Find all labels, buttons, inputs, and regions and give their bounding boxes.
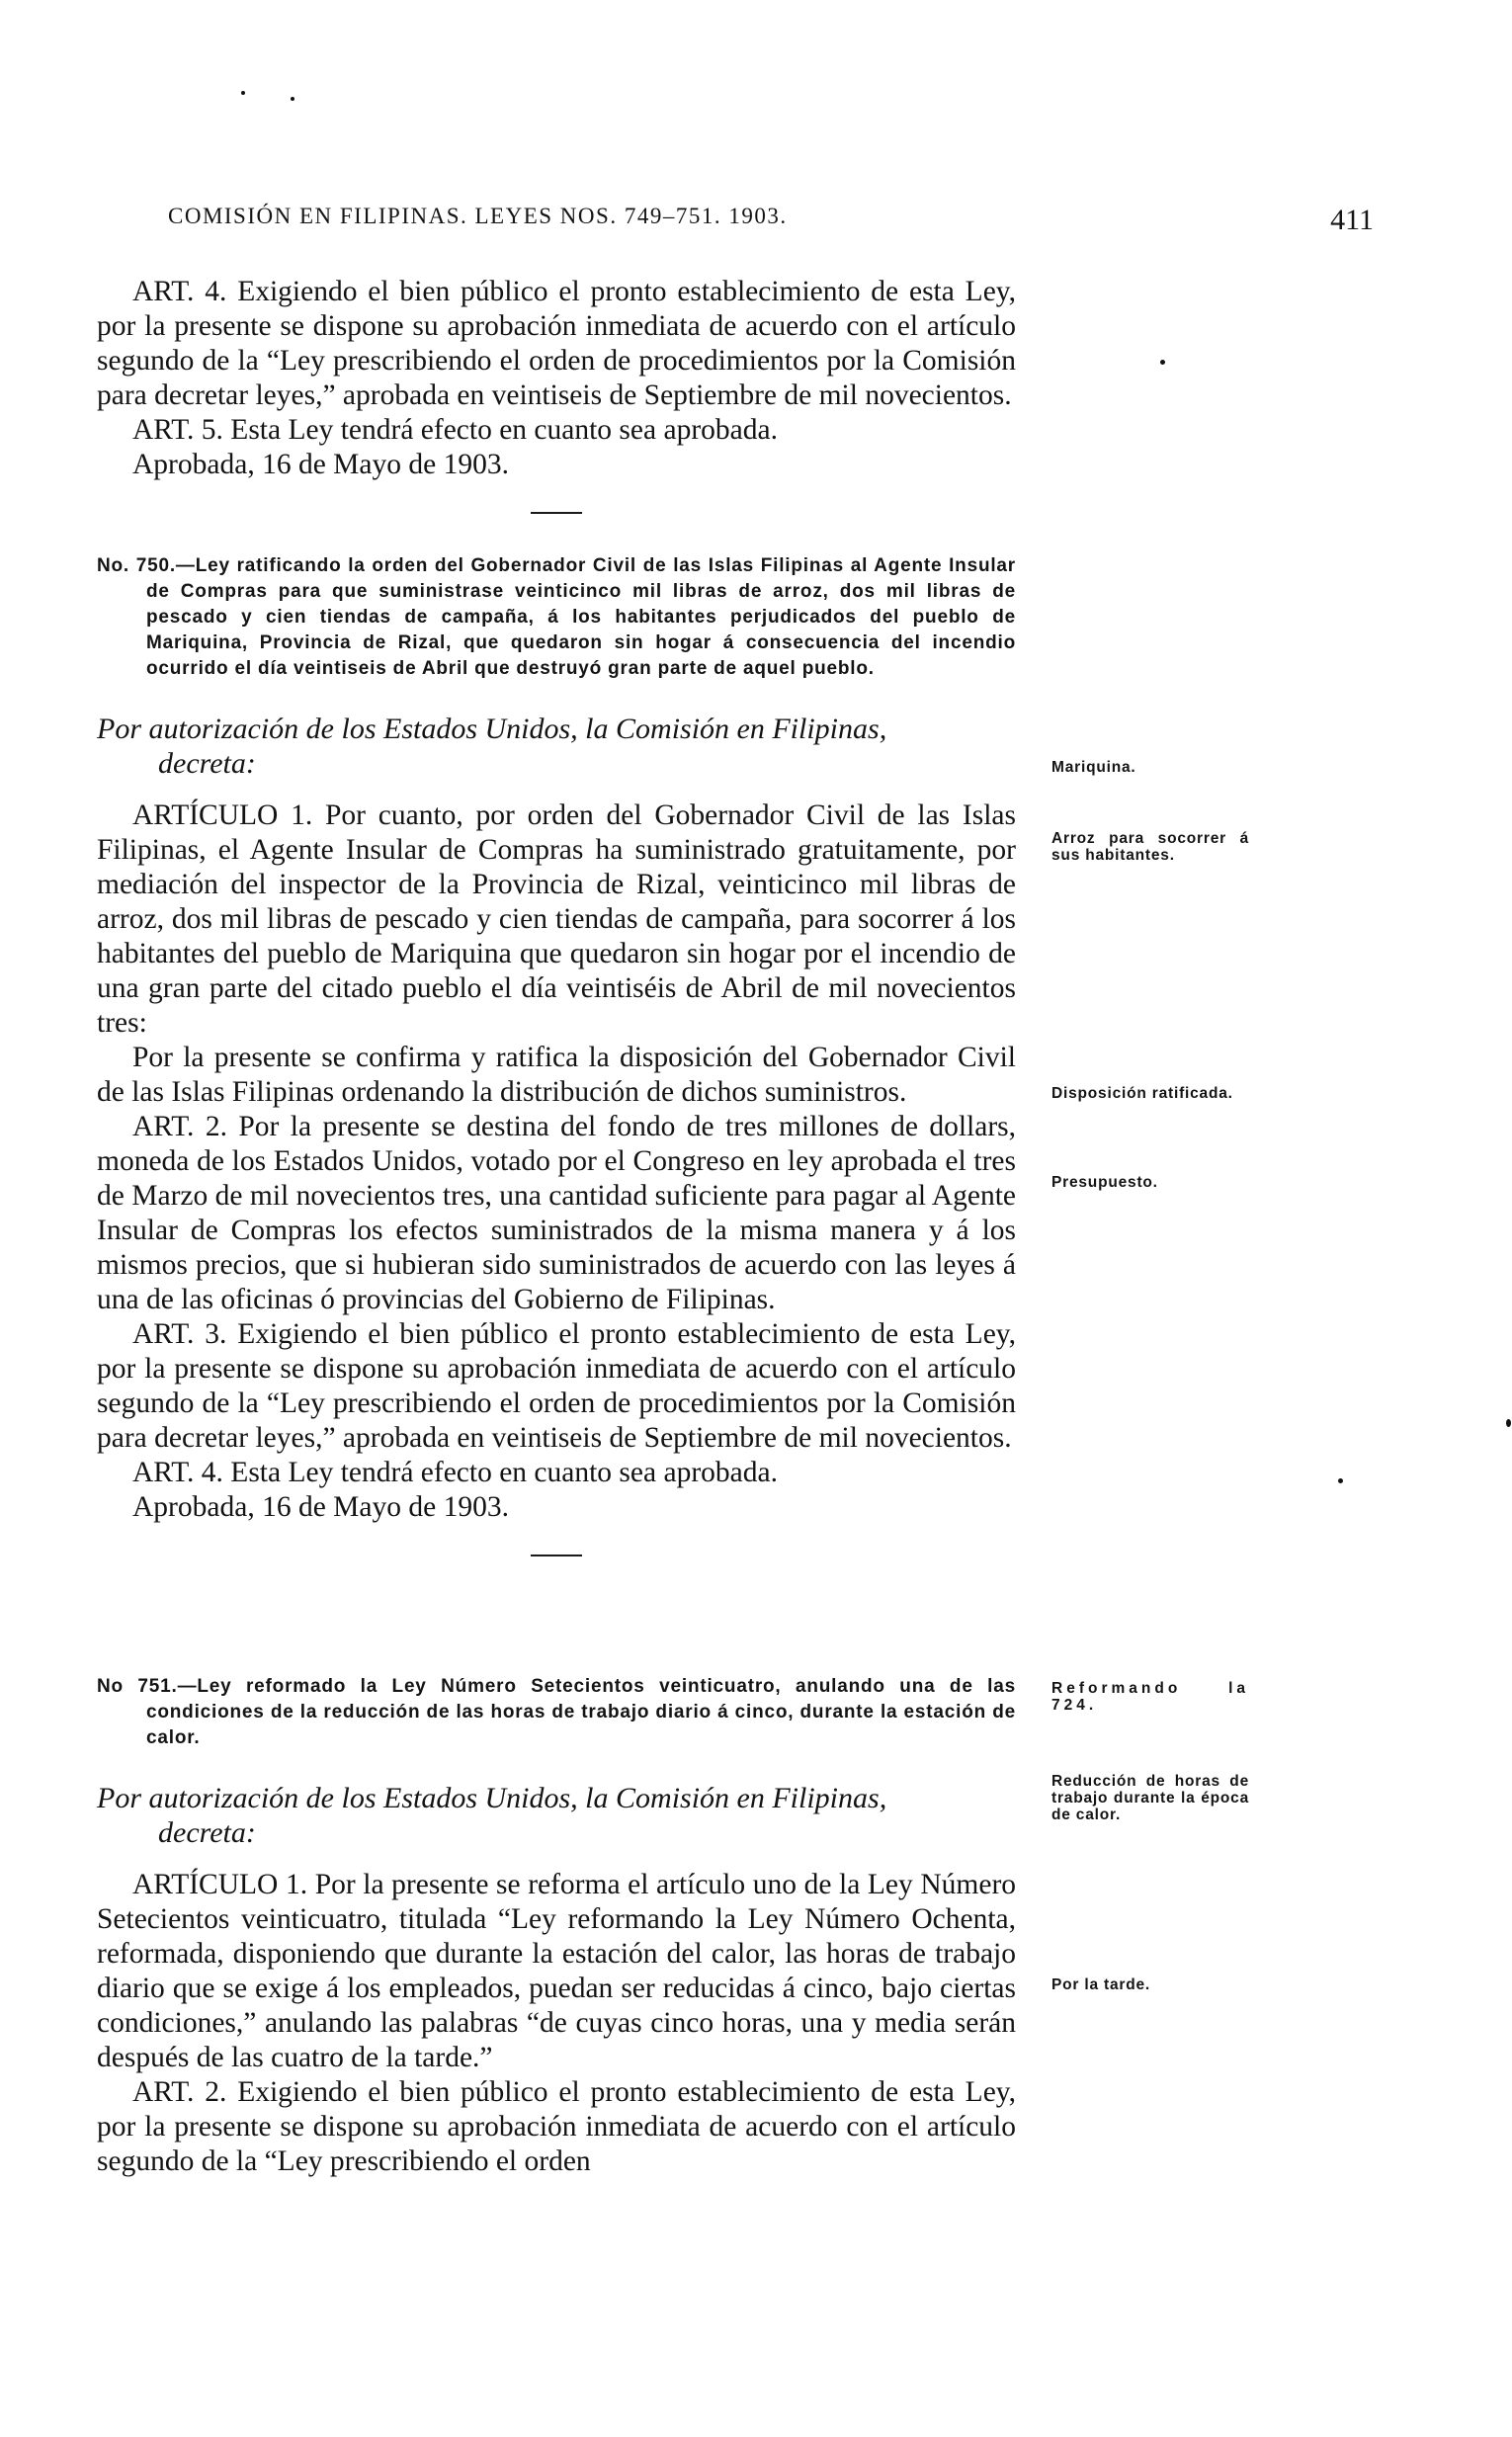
section-divider	[531, 1555, 582, 1556]
article-label: ART. 3.	[132, 1318, 227, 1350]
article-text: Exigiendo el bien público el pronto establecimiento de esta Ley, por la presente se dispone su aprobación inmediata de acuerdo con el artículo segundo de la “Ley prescribiendo el orden de procedimientos por la Comisión para decretar leyes,” aprobada en veintiseis de Septiembre de mil novecientos.	[97, 276, 1016, 411]
law-750	[97, 553, 1016, 1588]
law-750-approved: Aprobada, 16 de Mayo de 1903.	[132, 1491, 509, 1523]
enacting-line-2: decreta:	[158, 1816, 256, 1849]
article-text: Por la presente se reforma el artículo uno de la Ley Número Setecientos veinticuatro, titulada “Ley reformando la Ley Número Ochenta, reformada, disponiendo que durante la estación del calor, las horas de trabajo diario que se exige á los empleados, puedan ser reducidas á cinco, bajo ciertas condiciones,” anulando las palabras “de cuyas cinco horas, una y media serán después de las cuatro de la tarde.”	[97, 1869, 1017, 2073]
scan-speck	[291, 97, 294, 101]
margin-note-mariquina: Mariquina.	[1051, 759, 1136, 776]
law-751-enacting-clause	[97, 1781, 1016, 1850]
margin-note-disposicion: Disposición ratificada.	[1051, 1085, 1233, 1102]
law-751	[97, 1674, 1016, 2179]
law-750-art-2	[97, 1110, 1016, 1317]
law-750-art-3	[97, 1317, 1016, 1456]
law-750-heading: No. 750.—Ley ratificando la orden del Gobernador Civil de las Islas Filipinas al Agente Insular de Compras para que suministrase veinticinco mil libras de arroz, dos mil libras de pescado y cien tiendas de campaña, á los habitantes perjudicados del pueblo de Mariquina, Provincia de Rizal, que quedaron sin hogar á consecuencia del incendio ocurrido el día veintiseis de Abril que destruyó gran parte de aquel pueblo.	[97, 555, 1016, 679]
running-header	[168, 204, 1374, 239]
enacting-line-2: decreta:	[158, 747, 256, 780]
law-749-end	[97, 275, 1016, 546]
margin-note-reformando: Reformando la 724.	[1051, 1680, 1249, 1714]
section-divider	[531, 512, 582, 514]
law-750-art-4	[97, 1456, 1016, 1490]
scan-speck	[1160, 360, 1165, 365]
article-label: ARTÍCULO 1.	[132, 799, 313, 831]
running-title: COMISIÓN EN FILIPINAS. LEYES NOS. 749–751. 1903.	[168, 204, 788, 228]
law-751-heading: No 751.—Ley reformado la Ley Número Setecientos veinticuatro, anulando una de las condiciones de la reducción de las horas de trabajo diario á cinco, durante la estación de calor.	[97, 1676, 1016, 1748]
article-label: ART. 2.	[132, 2076, 227, 2108]
margin-note-arroz: Arroz para socorrer á sus habitantes.	[1051, 830, 1249, 864]
law-749-art-4	[97, 275, 1016, 413]
margin-note-tarde: Por la tarde.	[1051, 1976, 1150, 1993]
article-label: ART. 4.	[132, 276, 227, 307]
page-number: 411	[1330, 204, 1374, 236]
article-text: Por cuanto, por orden del Gobernador Civil de las Islas Filipinas, el Agente Insular de Compras ha suministrado gratuitamente, por mediación del inspector de la Provincia de Rizal, veinticinco mil libras de arroz, dos mil libras de pescado y cien tiendas de campaña, para socorrer á los habitantes del pueblo de Mariquina que quedaron sin hogar por el incendio de una gran parte del citado pueblo el día veintiséis de Abril de mil novecientos tres:	[97, 799, 1017, 1039]
scan-speck	[1506, 1419, 1511, 1427]
article-text: Por la presente se destina del fondo de tres millones de dollars, moneda de los Estados Unidos, votado por el Congreso en ley aprobada el tres de Marzo de mil novecientos tres, una cantidad suficiente para pagar al Agente Insular de Compras los efectos suministrados de la misma manera y á los mismos precios, que si hubieran sido suministrados de acuerdo con las leyes á una de las oficinas ó provincias del Gobierno de Filipinas.	[97, 1111, 1016, 1315]
article-text: Esta Ley tendrá efecto en cuanto sea aprobada.	[230, 414, 778, 446]
scan-speck	[241, 91, 245, 95]
article-label: ARTÍCULO 1.	[132, 1869, 308, 1900]
law-749-approved: Aprobada, 16 de Mayo de 1903.	[132, 449, 509, 480]
law-750-art-1-para-2: Por la presente se confirma y ratifica la disposición del Gobernador Civil de las Islas Filipinas ordenando la distribución de dichos suministros.	[97, 1042, 1016, 1108]
article-text: Exigiendo el bien público el pronto establecimiento de esta Ley, por la presente se dispone su aprobación inmediata de acuerdo con el artículo segundo de la “Ley prescribiendo el orden	[97, 2076, 1016, 2177]
article-text: Exigiendo el bien público el pronto establecimiento de esta Ley, por la presente se dispone su aprobación inmediata de acuerdo con el artículo segundo de la “Ley prescribiendo el orden de procedimientos por la Comisión para decretar leyes,” aprobada en veintiseis de Septiembre de mil novecientos.	[97, 1318, 1016, 1454]
margin-note-reduccion: Reducción de horas de trabajo durante la época de calor.	[1051, 1773, 1249, 1823]
enacting-line-1: Por autorización de los Estados Unidos, la Comisión en Filipinas,	[97, 713, 887, 745]
law-750-art-1	[97, 798, 1016, 1041]
scan-speck	[1338, 1478, 1343, 1483]
article-text: Esta Ley tendrá efecto en cuanto sea aprobada.	[230, 1457, 778, 1488]
law-749-art-5	[97, 413, 1016, 448]
article-label: ART. 4.	[132, 1457, 223, 1488]
enacting-line-1: Por autorización de los Estados Unidos, la Comisión en Filipinas,	[97, 1782, 887, 1814]
law-750-enacting-clause	[97, 712, 1016, 781]
law-751-art-1	[97, 1868, 1016, 2075]
article-label: ART. 2.	[132, 1111, 227, 1142]
law-751-art-2	[97, 2075, 1016, 2179]
article-label: ART. 5.	[132, 414, 223, 446]
margin-note-presupuesto: Presupuesto.	[1051, 1174, 1158, 1191]
